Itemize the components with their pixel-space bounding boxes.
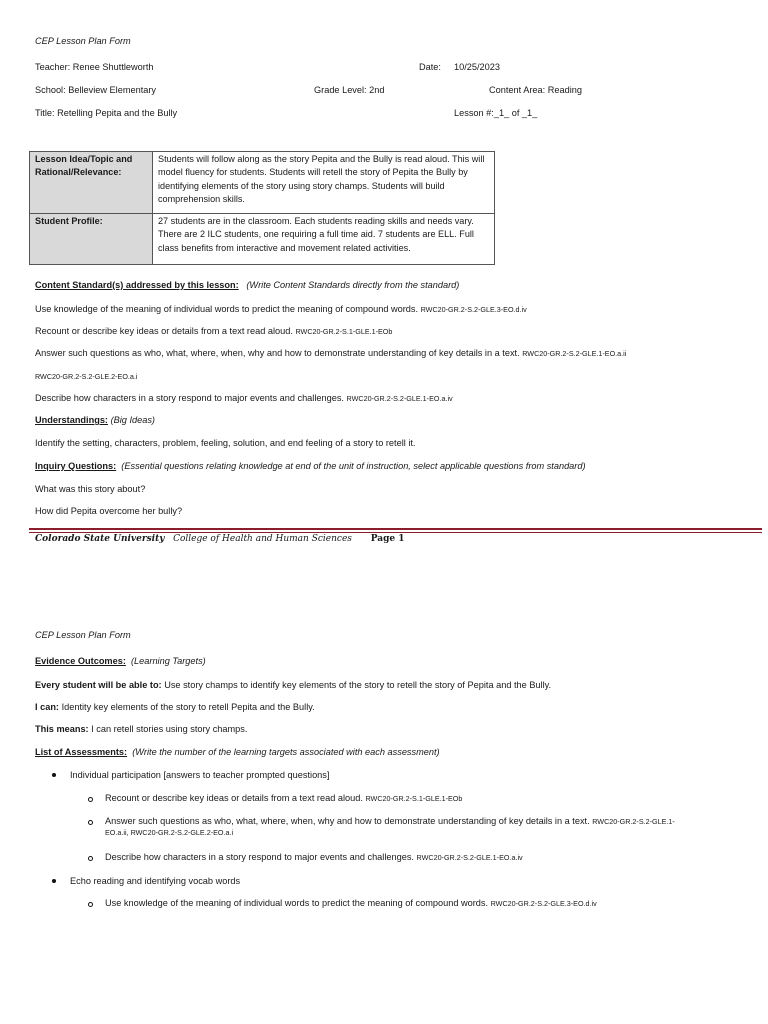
inquiry-note: (Essential questions relating knowledge at end of the unit of instruction, select applicable questions from standard) [121,461,586,471]
assessment-text: Recount or describe key ideas or details from a text read aloud. [105,793,363,803]
assessment-code: RWC20-GR.2-S.1-GLE.1-EOb [365,794,463,803]
evidence-note: (Learning Targets) [131,656,206,666]
school-field: School: Belleview Elementary [35,85,157,95]
list-item: Echo reading and identifying vocab words [70,876,241,886]
content-area-field: Content Area: Reading [489,85,582,95]
circle-bullet-icon [88,856,93,861]
lesson-info-table [29,151,495,265]
list-item-continuation [105,827,233,838]
footer-university: Colorado State University [35,534,165,544]
standard-line [35,371,138,382]
inquiry-heading: Inquiry Questions: [35,461,117,471]
form-title: CEP Lesson Plan Form [35,630,131,640]
assessment-code: RWC20-GR.2-S.2-GLE.1- [592,817,675,826]
assessment-code: RWC20-GR.2-S.2-GLE.3-EO.d.iv [490,899,597,908]
assessments-note: (Write the number of the learning targets associated with each assessment) [132,747,440,757]
footer-rule [29,528,762,533]
assessments-heading: List of Assessments: [35,747,128,757]
footer-page-number: Page 1 [370,534,405,544]
bullet-icon [52,879,56,883]
assessment-code: RWC20-GR.2-S.2-GLE.1-EO.a.iv [416,853,523,862]
standard-code: RWC20-GR.2-S.2-GLE.3-EO.d.iv [420,305,527,314]
circle-bullet-icon [88,820,93,825]
this-means-line [35,724,247,735]
grade-field: Grade Level: 2nd [314,85,385,95]
table-text-lesson-idea: Students will follow along as the story Pepita and the Bully is read aloud. This will model fluency for students. Students will retell the story of Pepita the Bully by identifying elements of the story using story champs. Students will build comprehension skills. [153,152,495,214]
i-can-label: I can: [35,702,59,712]
standard-text: Answer such questions as who, what, where, when, why and how to demonstrate understanding of key details in a text. [35,348,520,358]
assessment-text: Answer such questions as who, what, where, when, why and how to demonstrate understanding of key details in a text. [105,816,590,826]
list-item [105,793,462,804]
standard-text: Use knowledge of the meaning of individual words to predict the meaning of compound words. [35,304,419,314]
page-footer [35,534,405,544]
table-row [30,152,495,214]
this-means-text: I can retell stories using story champs. [91,724,248,734]
content-standards-heading-line [35,280,459,291]
circle-bullet-icon [88,902,93,907]
lesson-number-field: Lesson #:_1_ of _1_ [454,108,538,118]
assessment-text: Describe how characters in a story respond to major events and challenges. [105,852,414,862]
table-row [30,214,495,265]
understandings-heading: Understandings: [35,415,108,425]
content-standards-heading: Content Standard(s) addressed by this lesson: [35,280,239,290]
standard-code: RWC20-GR.2-S.2-GLE.2-EO.a.i [35,372,138,381]
every-student-label: Every student will be able to: [35,680,162,690]
standard-line [35,326,392,337]
standard-code: RWC20-GR.2-S.2-GLE.1-EO.a.ii [522,349,627,358]
date-value: 10/25/2023 [454,62,500,72]
bullet-icon [52,773,56,777]
this-means-label: This means: [35,724,89,734]
list-item: Individual participation [answers to teacher prompted questions] [70,770,330,780]
standard-line [35,393,453,404]
footer-college: College of Health and Human Sciences [173,534,352,544]
table-label-lesson-idea: Lesson Idea/Topic and Rational/Relevance: [30,152,153,214]
evidence-heading-line [35,656,206,667]
i-can-line [35,702,315,713]
understandings-heading-line [35,415,155,426]
table-label-student-profile: Student Profile: [30,214,153,265]
teacher-field: Teacher: Renee Shuttleworth [35,62,154,72]
list-item [105,852,523,863]
content-standards-note: (Write Content Standards directly from the standard) [246,280,460,290]
assessments-heading-line [35,747,440,758]
inquiry-question: How did Pepita overcome her bully? [35,506,183,516]
inquiry-heading-line [35,461,586,472]
date-label: Date: [419,62,441,72]
assessment-text: Use knowledge of the meaning of individual words to predict the meaning of compound words. [105,898,489,908]
list-item [105,816,675,827]
standard-code: RWC20-GR.2-S.1-GLE.1-EOb [295,327,393,336]
list-item [105,898,597,909]
standard-line [35,348,626,359]
standard-code: RWC20-GR.2-S.2-GLE.1-EO.a.iv [346,394,453,403]
every-student-text: Use story champs to identify key elements of the story to retell the story of Pepita and the Bully. [164,680,552,690]
table-text-student-profile: 27 students are in the classroom. Each students reading skills and needs vary. There are 2 ILC students, one requiring a full time aid. 7 students are ELL. Full class benefits from interactive and movement related activities. [153,214,495,265]
understandings-text: Identify the setting, characters, problem, feeling, solution, and end feeling of a story to retell it. [35,438,416,448]
standard-line [35,304,527,315]
i-can-text: Identity key elements of the story to retell Pepita and the Bully. [61,702,315,712]
understandings-note: (Big Ideas) [110,415,155,425]
standard-text: Recount or describe key ideas or details from a text read aloud. [35,326,293,336]
evidence-heading: Evidence Outcomes: [35,656,126,666]
standard-text: Describe how characters in a story respond to major events and challenges. [35,393,344,403]
assessment-code: EO.a.ii, RWC20-GR.2-S.2-GLE.2-EO.a.i [105,828,234,837]
inquiry-question: What was this story about? [35,484,146,494]
circle-bullet-icon [88,797,93,802]
every-student-line [35,680,551,691]
lesson-title-field: Title: Retelling Pepita and the Bully [35,108,178,118]
form-title: CEP Lesson Plan Form [35,36,131,46]
